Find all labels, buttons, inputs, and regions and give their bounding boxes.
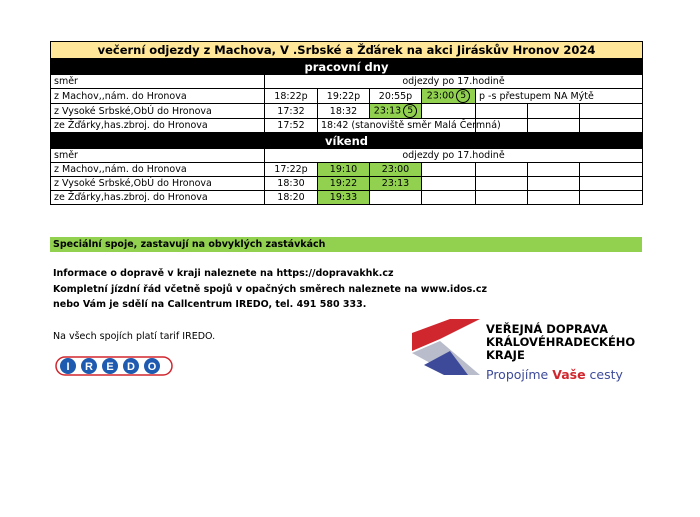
special-time-cell: 19:10 — [318, 163, 370, 177]
iredo-logo — [55, 354, 173, 378]
weekend-header — [51, 149, 643, 163]
svg-text:E: E — [106, 361, 114, 373]
empty-cell — [580, 104, 643, 119]
special-time-cell: 23:13 — [370, 177, 422, 191]
circled-number-badge: 5 — [456, 89, 470, 103]
empty-cell — [580, 191, 643, 205]
table-row — [51, 177, 643, 191]
departures-header: odjezdy po 17.hodině — [265, 149, 643, 163]
circled-number-badge: 5 — [403, 104, 417, 118]
special-time-cell: 19:22 — [318, 177, 370, 191]
empty-cell — [528, 177, 580, 191]
special-connections-note: Speciální spoje, zastavují na obvyklých zastávkách — [50, 237, 642, 252]
svg-text:R: R — [85, 361, 93, 373]
empty-cell — [580, 119, 643, 133]
route-cell: z Machov,,nám. do Hronova — [51, 163, 265, 177]
departures-header: odjezdy po 17.hodině — [265, 75, 643, 89]
slogan-part: Propojíme — [486, 367, 553, 382]
time-text: 23:00 — [426, 90, 455, 102]
empty-cell — [528, 119, 580, 133]
region-logo-line: VEŘEJNÁ DOPRAVA — [486, 322, 609, 336]
page-title: večerní odjezdy z Machova, V .Srbské a Žďárek na akci Jiráskův Hronov 2024 — [51, 42, 643, 59]
empty-cell — [422, 163, 476, 177]
empty-cell — [476, 191, 528, 205]
time-cell: 20:55p — [370, 89, 422, 104]
table-row — [51, 89, 643, 104]
svg-text:D: D — [127, 361, 135, 373]
empty-cell — [528, 191, 580, 205]
time-text: 23:13 — [373, 105, 402, 117]
weekday-band — [51, 59, 643, 75]
region-slogan — [486, 367, 623, 382]
table-row — [51, 163, 643, 177]
time-cell: 18:20 — [265, 191, 318, 205]
time-cell: 18:22p — [265, 89, 318, 104]
empty-cell — [422, 191, 476, 205]
empty-cell — [580, 177, 643, 191]
special-time-cell: 23:00 — [370, 163, 422, 177]
region-logo-line: KRÁLOVÉHRADECKÉHO — [486, 335, 636, 349]
special-time-cell: 19:33 — [318, 191, 370, 205]
route-cell: z Vysoké Srbské,ObÚ do Hronova — [51, 177, 265, 191]
region-logo-text — [486, 323, 635, 362]
time-cell: 18:30 — [265, 177, 318, 191]
slogan-highlight: Vaše — [552, 367, 586, 382]
empty-cell — [422, 177, 476, 191]
time-cell: 18:42 (stanoviště směr Malá Čermná) — [318, 119, 476, 133]
direction-header: směr — [51, 75, 265, 89]
route-cell: z Machov,,nám. do Hronova — [51, 89, 265, 104]
direction-header: směr — [51, 149, 265, 163]
time-cell: 19:22p — [318, 89, 370, 104]
title-row — [51, 42, 643, 59]
weekday-band-label: pracovní dny — [51, 59, 643, 75]
timetable — [50, 41, 643, 205]
empty-cell — [422, 104, 476, 119]
info-line: nebo Vám je sdělí na Callcentrum IREDO, tel. 491 580 333. — [53, 299, 367, 310]
empty-cell — [476, 104, 528, 119]
empty-cell — [476, 163, 528, 177]
time-cell: 17:32 — [265, 104, 318, 119]
info-line: Kompletní jízdní řád včetně spojů v opačných směrech naleznete na www.idos.cz — [53, 284, 488, 295]
route-cell: ze Žďárky,has.zbroj. do Hronova — [51, 191, 265, 205]
svg-text:I: I — [66, 361, 70, 373]
empty-cell — [580, 163, 643, 177]
table-row — [51, 191, 643, 205]
table-row — [51, 119, 643, 133]
route-cell: ze Žďárky,has.zbroj. do Hronova — [51, 119, 265, 133]
table-row — [51, 104, 643, 119]
time-cell: 17:22p — [265, 163, 318, 177]
empty-cell — [476, 177, 528, 191]
slogan-part: cesty — [585, 367, 623, 382]
route-cell: z Vysoké Srbské,ObÚ do Hronova — [51, 104, 265, 119]
special-time-cell — [370, 104, 422, 119]
svg-text:O: O — [147, 361, 157, 373]
tariff-note: Na všech spojích platí tarif IREDO. — [53, 331, 216, 342]
empty-cell — [528, 104, 580, 119]
special-time-cell — [422, 89, 476, 104]
empty-cell — [370, 191, 422, 205]
info-line: Informace o dopravě v kraji naleznete na https://dopravakhk.cz — [53, 268, 394, 279]
empty-cell — [528, 163, 580, 177]
weekend-band-label: víkend — [51, 133, 643, 149]
weekday-header — [51, 75, 643, 89]
note-cell: p -s přestupem NA Mýtě — [476, 89, 643, 104]
time-cell: 18:32 — [318, 104, 370, 119]
time-cell: 17:52 — [265, 119, 318, 133]
region-logo-line: KRAJE — [486, 348, 525, 362]
weekend-band — [51, 133, 643, 149]
